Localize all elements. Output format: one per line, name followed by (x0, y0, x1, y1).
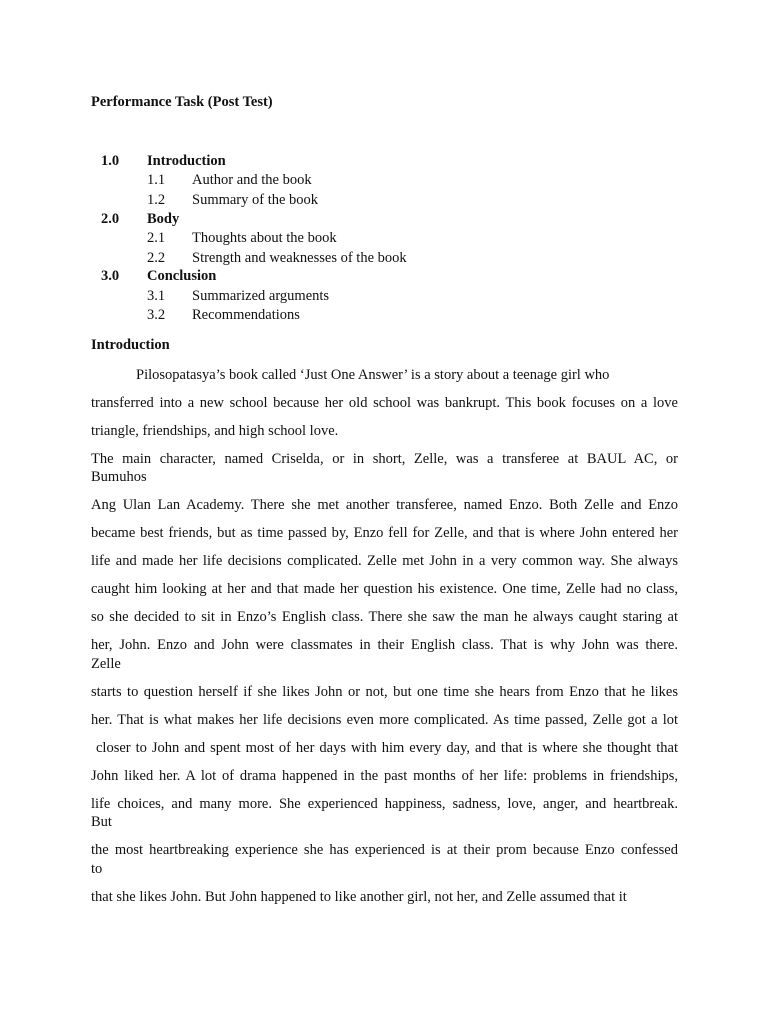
paragraph-line: life and made her life decisions complicated. Zelle met John in a very common way. She always (91, 553, 678, 569)
toc-subsection-number: 2.2 (147, 250, 166, 266)
toc-subsection-number: 2.1 (147, 230, 166, 246)
paragraph-line: became best friends, but as time passed by, Enzo fell for Zelle, and that is where John entered her (91, 525, 678, 541)
toc-subsection-label: Thoughts about the book (192, 230, 337, 246)
paragraph-line: closer to John and spent most of her days with him every day, and that is where she thought that (91, 740, 678, 756)
paragraph-line: her, John. Enzo and John were classmates in their English class. That is why John was there. (91, 637, 678, 653)
toc-section-number: 3.0 (101, 268, 120, 284)
toc-subsection-label: Strength and weaknesses of the book (192, 250, 407, 266)
section-heading: Introduction (91, 337, 170, 353)
toc-subsection-number: 1.1 (147, 172, 166, 188)
paragraph-line: John liked her. A lot of drama happened in the past months of her life: problems in friendships, (91, 768, 678, 784)
paragraph-line: Ang Ulan Lan Academy. There she met another transferee, named Enzo. Both Zelle and Enzo (91, 497, 678, 513)
paragraph-line: Zelle (91, 656, 121, 672)
paragraph-line: transferred into a new school because her old school was bankrupt. This book focuses on a love (91, 395, 678, 411)
paragraph-line: caught him looking at her and that made her question his existence. One time, Zelle had no class, (91, 581, 678, 597)
toc-subsection-label: Recommendations (192, 307, 300, 323)
toc-subsection-number: 3.1 (147, 288, 166, 304)
paragraph-line: Bumuhos (91, 469, 147, 485)
toc-section-label: Body (147, 211, 180, 227)
paragraph-line: Pilosopatasya’s book called ‘Just One Answer’ is a story about a teenage girl who (136, 367, 610, 383)
paragraph-line: The main character, named Criselda, or in short, Zelle, was a transferee at BAUL AC, or (91, 451, 678, 467)
document-title: Performance Task (Post Test) (91, 94, 273, 110)
paragraph-line: starts to question herself if she likes John or not, but one time she hears from Enzo that he likes (91, 684, 678, 700)
paragraph-line: her. That is what makes her life decisions even more complicated. As time passed, Zelle got a lot (91, 712, 678, 728)
paragraph-line: life choices, and many more. She experienced happiness, sadness, love, anger, and heartbreak. (91, 796, 678, 812)
toc-section-number: 2.0 (101, 211, 120, 227)
paragraph-line: But (91, 814, 112, 830)
toc-subsection-number: 1.2 (147, 192, 166, 208)
toc-section-label: Introduction (147, 153, 226, 169)
toc-subsection-label: Author and the book (192, 172, 312, 188)
toc-subsection-number: 3.2 (147, 307, 166, 323)
paragraph-line: to (91, 861, 103, 877)
toc-section-label: Conclusion (147, 268, 217, 284)
paragraph-line: that she likes John. But John happened to like another girl, not her, and Zelle assumed that it (91, 889, 627, 905)
paragraph-line: so she decided to sit in Enzo’s English class. There she saw the man he always caught staring at (91, 609, 678, 625)
paragraph-line: triangle, friendships, and high school love. (91, 423, 339, 439)
toc-subsection-label: Summary of the book (192, 192, 319, 208)
toc-subsection-label: Summarized arguments (192, 288, 330, 304)
toc-section-number: 1.0 (101, 153, 120, 169)
paragraph-line: the most heartbreaking experience she has experienced is at their prom because Enzo confessed (91, 842, 678, 858)
